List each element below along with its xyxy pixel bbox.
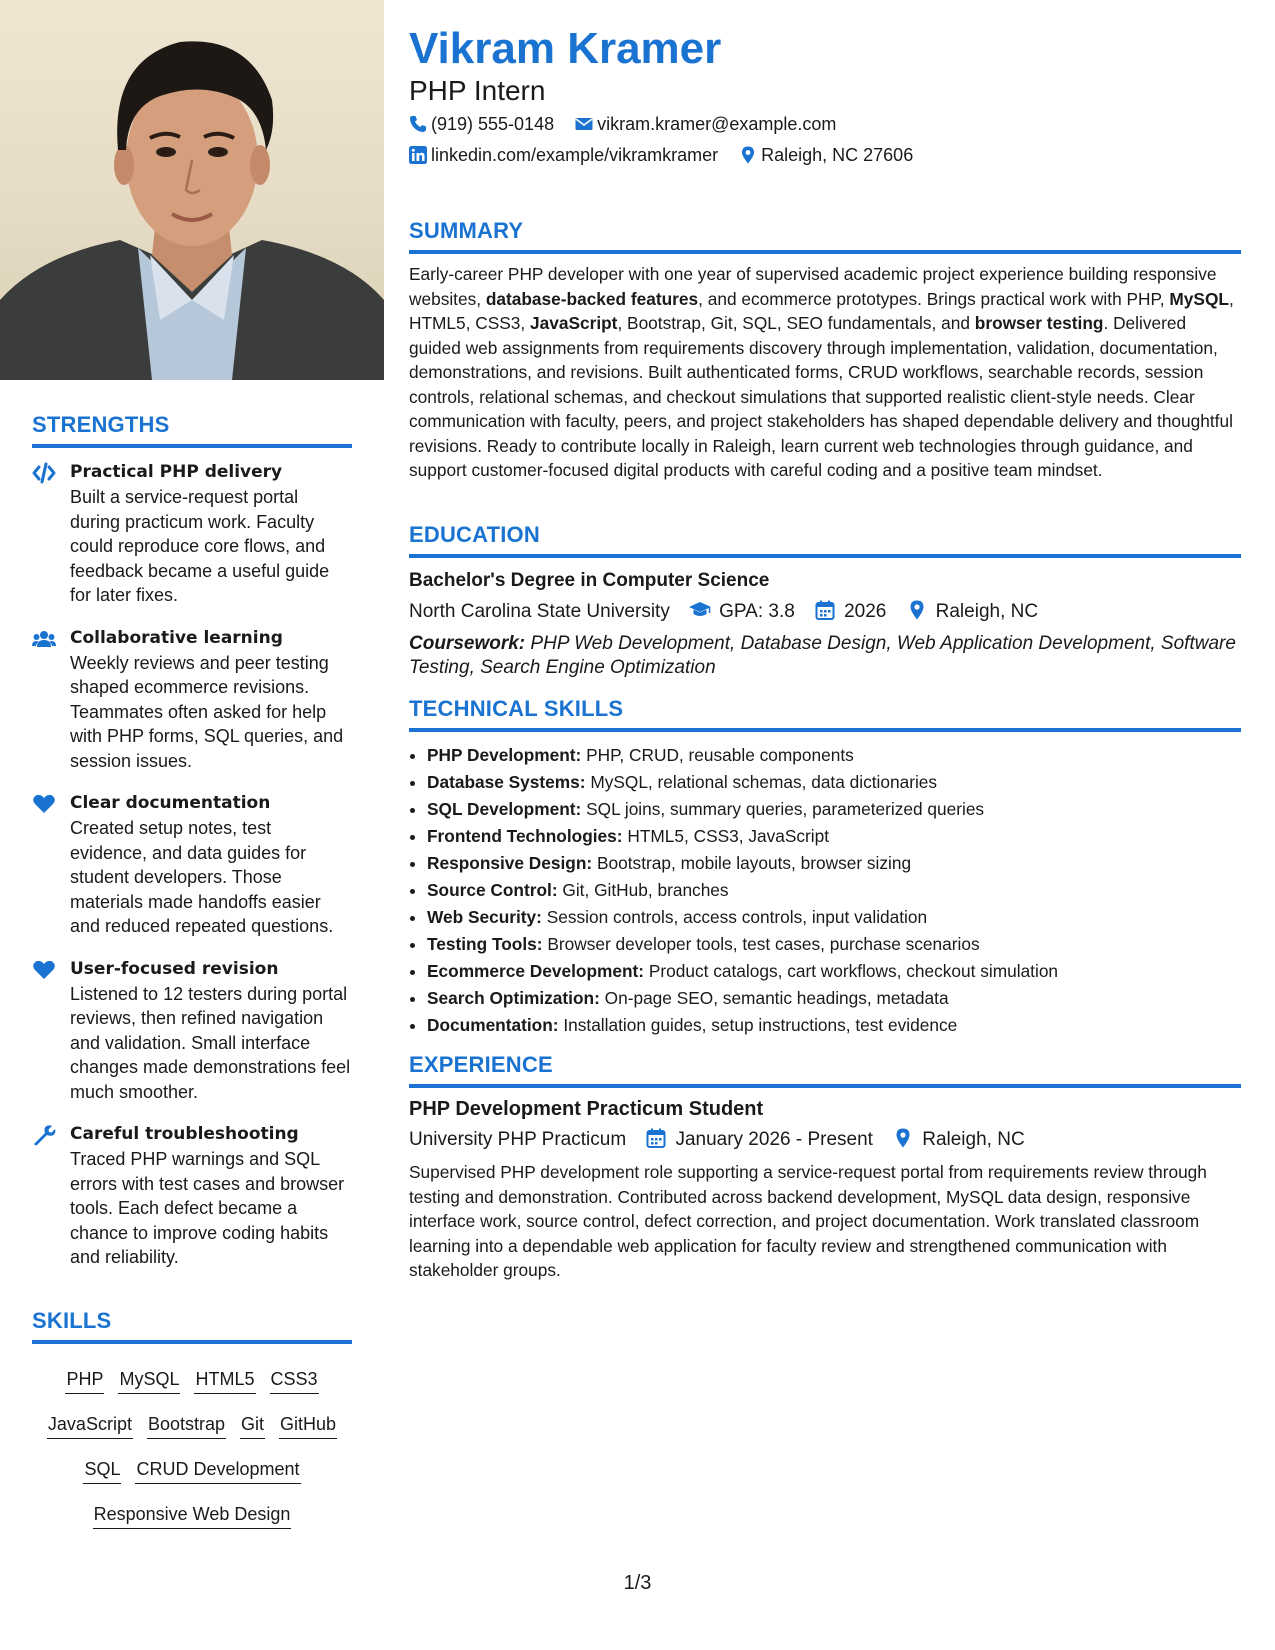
job-location-text: Raleigh, NC [922,1129,1025,1150]
summary-segment: Early-career PHP developer with one year of supervised academic project experience building responsive websites, [409,264,1217,309]
skill-tag: JavaScript [47,1412,133,1439]
coursework [409,632,1241,680]
coursework-label: Coursework: [409,633,526,654]
skills-section [32,1308,352,1538]
email-text[interactable]: vikram.kramer@example.com [597,114,837,134]
skill-values: Session controls, access controls, input validation [546,907,928,927]
calendar-icon [814,600,836,620]
education-location-text: Raleigh, NC [935,601,1039,622]
education-meta [409,600,1241,623]
technical-skill-item [427,823,1241,850]
skill-category: Database Systems: [427,772,586,792]
summary-emphasis: database-backed features [485,288,699,309]
skill-category: Testing Tools: [427,934,543,954]
strength-title: Clear documentation [70,793,271,813]
strength-description: Listened to 12 testers during portal reviews, then refined navigation and validation. Small interface changes made demonstrations feel much smoother. [70,983,351,1102]
job-location-item [892,1128,1024,1151]
strength-item [32,957,352,1105]
email-contact[interactable] [575,114,836,135]
technical-skill-item [427,742,1241,769]
skill-tag: GitHub [279,1412,337,1439]
skill-tag: Git [240,1412,265,1439]
strength-title: Collaborative learning [70,627,283,648]
skill-category: Ecommerce Development: [427,961,645,981]
gpa-item [689,600,795,623]
profile-photo [0,0,384,380]
degree-title: Bachelor's Degree in Computer Science [409,570,770,591]
phone-text: (919) 555-0148 [431,114,555,134]
strength-item [32,1122,352,1270]
skill-tag: HTML5 [194,1367,255,1394]
skill-values: On-page SEO, semantic headings, metadata [604,988,949,1008]
skill-category: Frontend Technologies: [427,826,623,846]
strength-title: User-focused revision [70,958,279,979]
summary-emphasis: JavaScript [530,313,618,333]
summary-emphasis: MySQL [1169,288,1229,309]
map-pin-icon [739,146,757,164]
strength-description: Created setup notes, test evidence, and data guides for student developers. Those materials made handoffs easier and reduced repeated questions. [70,818,334,936]
experience-section [409,1052,1241,1283]
technical-skill-item [427,769,1241,796]
job-role: PHP Development Practicum Student [409,1098,764,1120]
skill-values: SQL joins, summary queries, parameterized queries [586,799,985,819]
technical-skill-item [427,958,1241,985]
job-meta [409,1128,1241,1151]
technical-skill-item [427,877,1241,904]
skill-tag: PHP [65,1367,104,1394]
summary-segment: , HTML5, CSS3, [409,288,1234,333]
skill-values: Browser developer tools, test cases, purchase scenarios [547,934,980,954]
code-icon [32,462,56,484]
summary-text [409,262,1241,483]
map-pin-icon [892,1128,914,1148]
strengths-section [32,412,352,1288]
skill-values: Bootstrap, mobile layouts, browser sizing [597,853,912,873]
technical-skill-item [427,796,1241,823]
location-text: Raleigh, NC 27606 [761,145,914,165]
education-location-item [906,600,1038,623]
skill-tag: SQL [83,1457,121,1484]
technical-skill-item [427,904,1241,931]
school-name: North Carolina State University [409,601,670,622]
strength-description: Built a service-request portal during practicum work. Faculty could reproduce core flows, and feedback became a useful guide for later fixes. [70,487,330,605]
technical-skill-item [427,850,1241,877]
strength-item [32,460,352,608]
gpa-text: GPA: 3.8 [719,601,795,622]
strengths-list [32,460,352,1270]
job-dates-text: January 2026 - Present [675,1129,873,1150]
technical-skills-list [409,742,1241,1039]
skill-category: Source Control: [427,880,558,900]
phone-contact [409,114,554,135]
graduation-cap-icon [689,600,711,620]
summary-heading: SUMMARY [409,218,1241,254]
candidate-title: PHP Intern [409,75,546,106]
summary-segment: . Delivered guided web assignments from requirements discovery through implementation, validation, documentation, demonstrations, and revisions. Built authenticated forms, CRUD workflows, searchable records, session controls, relational schemas, and checkout simulations that supported realistic client-style needs. Clear communication with faculty, peers, and project stakeholders has shaped dependable delivery and thoughtful revisions. Ready to contribute locally in Raleigh, learn current web technologies through guidance, and support customer-focused digital products with careful coding and a positive team mindset. [409,313,1233,480]
linkedin-contact[interactable] [409,145,718,166]
heart-icon [32,793,56,815]
location-contact [739,145,913,166]
envelope-icon [575,115,593,133]
linkedin-icon [409,146,427,164]
strength-item [32,626,352,774]
contact-row [409,145,929,166]
summary-segment: , and ecommerce prototypes. Brings practical work with PHP, [698,288,1170,309]
calendar-icon [645,1128,667,1148]
skill-values: Installation guides, setup instructions, test evidence [563,1015,958,1035]
technical-skill-item [427,985,1241,1012]
phone-icon [409,115,427,133]
strength-description: Traced PHP warnings and SQL errors with test cases and browser tools. Each defect became a chance to improve coding habits and reliability. [70,1149,345,1267]
skill-values: HTML5, CSS3, JavaScript [627,826,830,846]
skill-category: Search Optimization: [427,988,600,1008]
technical-skills-heading: TECHNICAL SKILLS [409,696,1241,732]
wrench-icon [32,1124,56,1146]
candidate-name: Vikram Kramer [409,24,722,73]
education-heading: EDUCATION [409,522,1241,558]
skill-tag: CSS3 [270,1367,319,1394]
strength-description: Weekly reviews and peer testing shaped ecommerce revisions. Teammates often asked for help with PHP forms, SQL queries, and session issues. [70,652,344,771]
linkedin-text[interactable]: linkedin.com/example/vikramkramer [431,145,719,165]
summary-section [409,218,1241,483]
strength-item [32,791,352,939]
skill-category: SQL Development: [427,799,582,819]
skill-tag: MySQL [118,1367,180,1394]
skill-values: PHP, CRUD, reusable components [586,745,854,765]
job-dates-item [645,1128,873,1151]
year-text: 2026 [844,601,887,622]
skill-values: Git, GitHub, branches [562,880,729,900]
experience-heading: EXPERIENCE [409,1052,1241,1088]
skill-tag: Bootstrap [147,1412,226,1439]
heart-icon [32,959,56,981]
job-description: Supervised PHP development role supporting a service-request portal from requirements review through testing and demonstration. Contributed across backend development, MySQL data design, responsive interface work, source control, defect correction, and project documentation. Work translated classroom learning into a dependable web application for faculty review and strengthened communication with stakeholder groups. [409,1162,1207,1280]
education-section [409,522,1241,680]
graduation-year-item [814,600,886,623]
skill-category: Documentation: [427,1015,559,1035]
skills-cloud [32,1358,352,1538]
summary-segment: , Bootstrap, Git, SQL, SEO fundamentals, and [617,313,975,333]
coursework-list: PHP Web Development, Database Design, Web Application Development, Software Testing, Search Engine Optimization [409,633,1236,678]
skill-category: PHP Development: [427,745,582,765]
technical-skills-section [409,696,1241,1039]
skill-values: Product catalogs, cart workflows, checkout simulation [648,961,1059,981]
skill-category: Web Security: [427,907,542,927]
summary-emphasis: browser testing [974,313,1104,333]
map-pin-icon [906,600,928,620]
skill-values: MySQL, relational schemas, data dictionaries [590,772,938,792]
users-icon [32,628,56,650]
skills-heading: SKILLS [32,1308,352,1344]
organization-name: University PHP Practicum [409,1129,627,1150]
page-number: 1/3 [623,1572,652,1594]
technical-skill-item [427,931,1241,958]
strengths-heading: STRENGTHS [32,412,352,448]
skill-tag: CRUD Development [135,1457,300,1484]
skill-tag: Responsive Web Design [93,1502,292,1529]
strength-title: Practical PHP delivery [70,462,283,482]
skill-category: Responsive Design: [427,853,593,873]
technical-skill-item [427,1012,1241,1039]
strength-title: Careful troubleshooting [70,1124,299,1144]
contact-row [409,114,852,135]
